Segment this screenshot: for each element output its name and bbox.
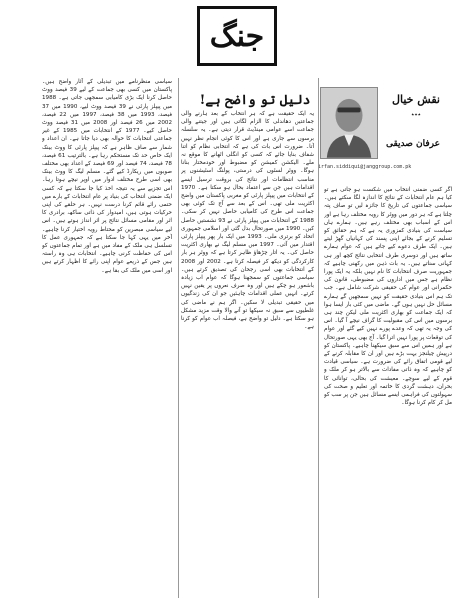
column-divider-left [178, 78, 179, 598]
column-right [324, 186, 452, 598]
author-name: عرفان صدیقی [385, 139, 441, 149]
logo-text: جنگ [209, 18, 265, 54]
article-body [42, 78, 452, 598]
column-middle-text: یہ ایک حقیقت ہے کہ ہر انتخاب کے بعد ہارنے والی جماعتیں دھاندلی کا الزام لگاتی ہیں اور جیتنے والی جماعت اسے عوامی مینڈیٹ قرار دیتی ہے۔ یہ سلسلہ برسوں سے جاری ہے اور اس کا کوئی انجام نظر نہیں آتا۔ ضرورت اس بات کی ہے کہ انتخابی نظام کو اتنا شفاف بنایا جائے کہ کسی کو انگلی اٹھانے کا موقع نہ ملے۔ الیکشن کمیشن کو مضبوط اور خودمختار بنانا ہوگا۔ ووٹر لسٹوں کی درستی، پولنگ اسٹیشنوں پر مناسب انتظامات اور نتائج کی بروقت ترسیل ایسے اقدامات ہیں جن سے اعتماد بحال ہو سکتا ہے۔ 1970 کے انتخابات میں پیپلز پارٹی کو مغربی پاکستان میں واضح اکثریت ملی تھی۔ اس کے بعد سے آج تک کوئی بھی جماعت اس طرح کی کامیابی حاصل نہیں کر سکی۔ 1988 کے انتخابات میں پیپلز پارٹی نے 93 نشستیں حاصل کیں۔ 1990 میں صورتحال بدل گئی اور اسلامی جمہوری اتحاد کو برتری ملی۔ 1993 میں ایک بار پھر پیپلز پارٹی اقتدار میں آئی۔ 1997 میں مسلم لیگ نے بھاری اکثریت حاصل کی۔ یہ اتار چڑھاؤ ظاہر کرتا ہے کہ ووٹر ہر بار کارکردگی کو دیکھ کر فیصلہ کرتا ہے۔ 2002 اور 2008 کے انتخابات بھی اسی رجحان کی تصدیق کرتے ہیں۔ سیاسی جماعتوں کو سمجھنا ہوگا کہ عوام اب زیادہ باشعور ہو چکے ہیں اور وہ صرف نعروں پر یقین نہیں کرتے۔ انہیں عملی اقدامات چاہئیں جو ان کی زندگیوں میں حقیقی تبدیلی لا سکیں۔ اگر ہم نے ماضی کی غلطیوں سے سبق نہ سیکھا تو آنے والا وقت مزید مشکل ہو سکتا ہے۔ دلیل تو واضح ہے، فیصلہ اب عوام کو کرنا ہے۔ [181, 111, 314, 331]
article-headline: دلیل تو واضح ہے! [199, 93, 311, 108]
column-right-text: اگر کسی ضمنی انتخاب میں شکست ہو جاتی ہے تو کیا ہم عام انتخابات کے نتائج کا اندازہ لگا سکتے ہیں۔ سیاسی جماعتوں کی تاریخ کا جائزہ لیں تو صاف پتہ چلتا ہے کہ ہر دور میں ووٹر کا رویہ مختلف رہا ہے اور اس کے اسباب بھی مختلف رہے ہیں۔ ہمارے ہاں سیاست کی بنیادی کمزوری یہ ہے کہ ہم حقائق کو تسلیم کرنے کے بجائے اپنی پسند کی کہانیاں گھڑ لیتے ہیں۔ ایک طرف دعوے کیے جاتے ہیں کہ عوام ہمارے ساتھ ہیں اور دوسری طرف انتخابی نتائج کچھ اور ہی کہانی سناتے ہیں۔ یہ بات ذہن میں رکھنی چاہیے کہ جمہوریت صرف انتخابات کا نام نہیں بلکہ یہ ایک پورا نظام ہے جس میں اداروں کی مضبوطی، قانون کی حکمرانی اور عوام کی حقیقی شرکت شامل ہے۔ جب تک ہم اس بنیادی حقیقت کو نہیں سمجھیں گے ہمارے مسائل حل نہیں ہوں گے۔ ماضی میں کئی بار ایسا ہوا کہ ایک جماعت کو بھاری اکثریت ملی لیکن چند ہی برسوں میں اس کی مقبولیت کا گراف نیچے آ گیا۔ اس کی وجہ یہ تھی کہ وعدے پورے نہیں کیے گئے اور عوام کی توقعات پر پورا نہیں اترا گیا۔ آج بھی یہی صورتحال ہے اور ہمیں اس سے سبق سیکھنا چاہیے۔ پاکستان کو درپیش چیلنجز بہت بڑے ہیں اور ان کا مقابلہ کرنے کے لیے قومی اتفاق رائے کی ضرورت ہے۔ سیاسی قیادت کو چاہیے کہ وہ ذاتی مفادات سے بالاتر ہو کر ملک و قوم کے لیے سوچے۔ معیشت کی بحالی، توانائی کا بحران، دہشت گردی کا خاتمہ اور تعلیم و صحت کی سہولتوں کی فراہمی ایسے مسائل ہیں جن پر سب کو مل کر کام کرنا ہوگا۔ [324, 187, 452, 407]
column-middle [181, 110, 314, 598]
newspaper-logo [197, 6, 277, 66]
column-title-ornament: ٭٭٭ [411, 111, 421, 118]
column-left [42, 78, 172, 598]
column-title: نقش خیال [392, 93, 440, 106]
author-email[interactable]: irfan.siddiqui@janggroup.com.pk [318, 164, 412, 170]
column-divider-right [318, 78, 319, 598]
column-left-text: سیاسی منظرنامے میں تبدیلی کے آثار واضح ہیں۔ پاکستان میں کسی بھی جماعت کے لیے 39 فیصد ووٹ حاصل کرنا ایک بڑی کامیابی سمجھی جاتی ہے۔ 1988 میں پیپلز پارٹی نے 39 فیصد ووٹ لیے، 1990 میں 37 فیصد، 1993 میں 38 فیصد، 1997 میں 22 فیصد، 2002 میں 26 فیصد اور 2008 میں 31 فیصد ووٹ حاصل کیے۔ 1977 کے انتخابات میں 1985 کے غیر جماعتی انتخابات کا حوالہ بھی دیا جاتا ہے۔ ان اعداد و شمار سے صاف ظاہر ہے کہ پیپلز پارٹی کا ووٹ بینک ایک خاص حد تک مستحکم رہا ہے۔ بالترتیب 61 فیصد، 78 فیصد، 74 فیصد اور 69 فیصد کے اعداد بھی مختلف صوبوں میں ریکارڈ کیے گئے۔ مسلم لیگ کا ووٹ بینک بھی اسی طرح مختلف ادوار میں اوپر نیچے ہوتا رہا۔ اس تجزیے سے یہ نتیجہ اخذ کیا جا سکتا ہے کہ کسی ایک ضمنی انتخاب کی بنیاد پر عام انتخابات کے بارے میں حتمی رائے قائم کرنا درست نہیں۔ ہر حلقے کی اپنی حرکیات ہوتی ہیں، امیدوار کی ذاتی ساکھ، برادری کا اثر اور مقامی مسائل نتائج پر اثر انداز ہوتے ہیں۔ اس لیے سیاسی مبصرین کو محتاط رویہ اختیار کرنا چاہیے۔ آخر میں یہی کہا جا سکتا ہے کہ جمہوری عمل کا تسلسل ہی ملک کے مفاد میں ہے اور تمام جماعتوں کو اس کی حفاظت کرنی چاہیے۔ انتخابات ہی وہ راستہ ہیں جس کے ذریعے عوام اپنی رائے کا اظہار کرتے ہیں اور اسی میں ملک کی بقا ہے۔ [42, 79, 172, 274]
